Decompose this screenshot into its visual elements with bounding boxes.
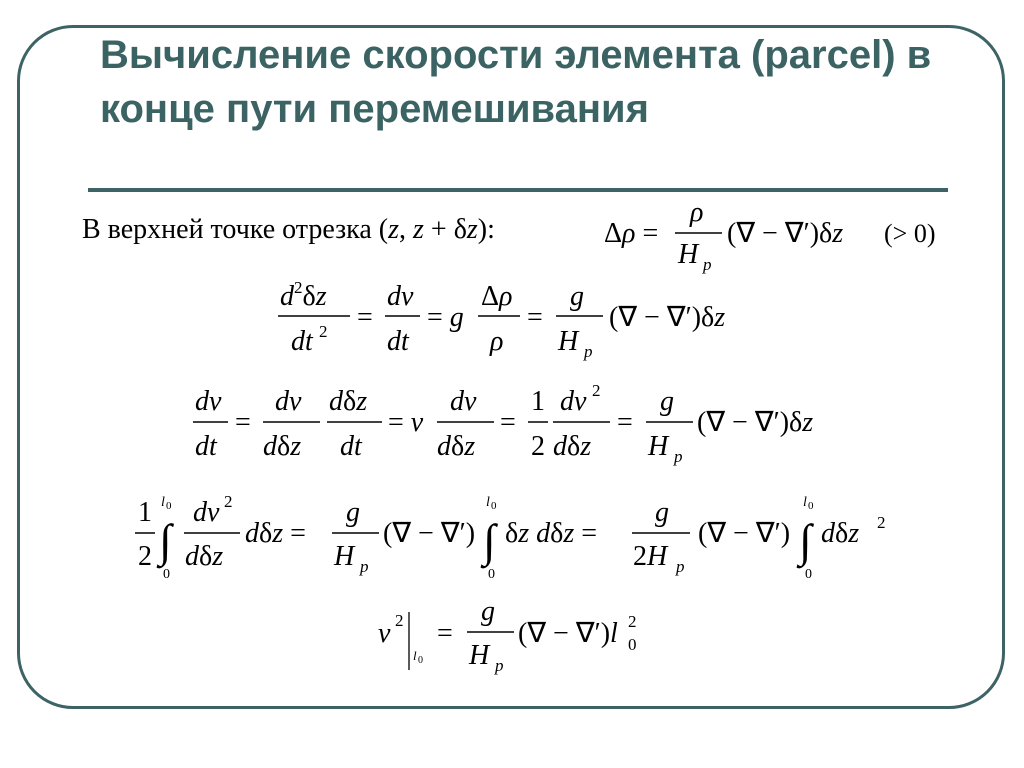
- svg-text:= v: = v: [388, 407, 424, 438]
- svg-text:=: =: [500, 407, 516, 438]
- svg-text:l: l: [803, 495, 807, 510]
- svg-text:=: =: [235, 407, 251, 438]
- svg-text:v: v: [378, 618, 391, 649]
- svg-text:(> 0): (> 0): [884, 219, 936, 248]
- intro-text: В верхней точке отрезка (z, z + δz):: [82, 214, 495, 245]
- svg-text:=: =: [437, 618, 453, 649]
- svg-text:(∇ − ∇′)l: (∇ − ∇′)l: [518, 618, 618, 649]
- svg-text:=: =: [527, 302, 543, 333]
- svg-text:(∇ − ∇′): (∇ − ∇′): [383, 518, 476, 549]
- svg-text:0: 0: [418, 655, 423, 666]
- svg-text:0: 0: [166, 500, 172, 512]
- equation-1: [82, 197, 935, 274]
- svg-text:2H: 2H: [633, 541, 668, 572]
- svg-text:dv: dv: [195, 386, 222, 417]
- svg-text:dv: dv: [450, 386, 477, 417]
- svg-text:dδz: dδz: [553, 431, 592, 462]
- svg-text:dδz: dδz: [329, 386, 368, 417]
- svg-text:2: 2: [531, 431, 545, 462]
- svg-text:dδz: dδz: [821, 518, 860, 549]
- svg-text:g: g: [660, 386, 674, 417]
- svg-text:dv: dv: [387, 281, 414, 312]
- svg-text:p: p: [360, 557, 369, 576]
- svg-text:0: 0: [491, 500, 497, 512]
- svg-text:g: g: [481, 596, 495, 627]
- svg-text:∫: ∫: [159, 515, 172, 566]
- svg-text:dv: dv: [193, 497, 220, 528]
- svg-text:H: H: [334, 541, 355, 572]
- svg-text:H: H: [648, 431, 669, 462]
- svg-text:2: 2: [877, 513, 886, 532]
- svg-text:(∇ − ∇′): (∇ − ∇′): [698, 518, 791, 549]
- svg-text:p: p: [495, 656, 504, 675]
- svg-text:H: H: [558, 326, 579, 357]
- svg-text:p: p: [674, 447, 683, 466]
- svg-text:0: 0: [488, 567, 495, 582]
- svg-text:2: 2: [395, 611, 404, 630]
- svg-text:d2δz: $d^2\delta z$: [280, 278, 327, 312]
- svg-text:ρ: ρ: [490, 326, 504, 357]
- svg-text:=: =: [617, 407, 633, 438]
- svg-text:2: 2: [224, 492, 233, 511]
- slide-title: Вычисление скорости элемента (parcel) в конце пути перемешивания: [100, 33, 932, 131]
- svg-text:dδz: dδz: [185, 541, 224, 572]
- svg-text:2: 2: [319, 322, 328, 341]
- svg-text:g: g: [570, 281, 584, 312]
- svg-text:= g: = g: [427, 302, 464, 333]
- svg-text:(∇ − ∇′)δz: (∇ − ∇′)δz: [609, 302, 726, 333]
- svg-text:1: 1: [138, 497, 152, 528]
- svg-text:2: 2: [138, 541, 152, 572]
- svg-text:p: p: [703, 255, 712, 274]
- svg-text:(∇ − ∇′)δz: (∇ − ∇′)δz: [697, 407, 814, 438]
- svg-text:g: g: [655, 497, 669, 528]
- svg-text:0: 0: [163, 567, 170, 582]
- svg-text:p: p: [676, 557, 685, 576]
- svg-text:H: H: [678, 239, 699, 270]
- svg-text:dδz: dδz: [263, 431, 302, 462]
- svg-text:δz dδz =: δz dδz =: [505, 518, 598, 549]
- svg-text:dδz =: dδz =: [245, 518, 306, 549]
- svg-text:dt: dt: [291, 326, 313, 357]
- svg-text:0: 0: [628, 635, 637, 654]
- svg-text:ρ: ρ: [690, 197, 704, 228]
- svg-text:0: 0: [805, 567, 812, 582]
- svg-text:l: l: [413, 648, 417, 663]
- svg-text:dt: dt: [387, 326, 409, 357]
- svg-text:H: H: [469, 640, 490, 671]
- equation-3: [193, 381, 813, 466]
- svg-text:p: p: [584, 342, 593, 361]
- svg-text:l: l: [161, 495, 165, 510]
- svg-text:0: 0: [808, 500, 814, 512]
- svg-text:∫: ∫: [483, 515, 496, 566]
- svg-text:dδz: dδz: [437, 431, 476, 462]
- equation-5: [378, 596, 637, 675]
- svg-text:Δρ: Δρ: [481, 281, 513, 312]
- svg-text:(∇ − ∇′)δz: (∇ − ∇′)δz: [727, 218, 844, 249]
- svg-text:g: g: [346, 497, 360, 528]
- svg-text:dv: dv: [560, 386, 587, 417]
- svg-text:Δρ =: Δρ =: [604, 218, 659, 249]
- svg-text:dv: dv: [275, 386, 302, 417]
- svg-text:dt: dt: [340, 431, 362, 462]
- equation-4: [135, 492, 886, 582]
- svg-text:dt: dt: [195, 431, 217, 462]
- svg-text:∫: ∫: [799, 515, 812, 566]
- svg-text:2: 2: [628, 612, 637, 631]
- equation-2: [278, 278, 725, 361]
- svg-text:l: l: [486, 495, 490, 510]
- svg-text:=: =: [357, 302, 373, 333]
- svg-text:1: 1: [531, 386, 545, 417]
- svg-text:2: 2: [592, 381, 601, 400]
